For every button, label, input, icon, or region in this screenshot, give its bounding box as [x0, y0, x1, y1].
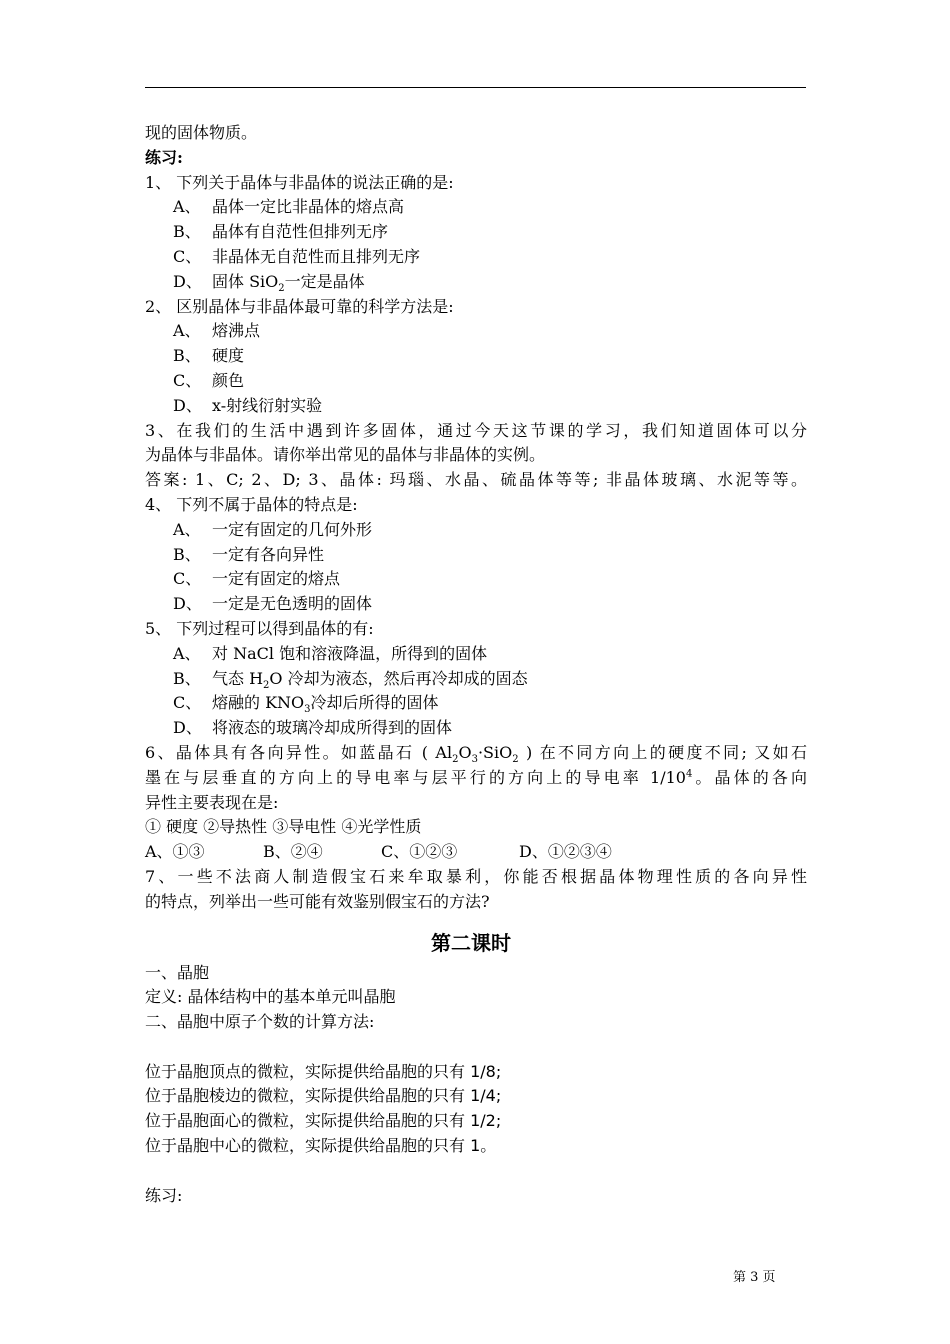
page-content	[145, 121, 807, 1208]
rule-center: 位于晶胞中心的微粒，实际提供给晶胞的只有 1。	[145, 1136, 497, 1156]
question-6-properties: ① 硬度 ②导热性 ③导电性 ④光学性质	[145, 817, 422, 837]
choice-d: D、①②③④	[519, 842, 612, 862]
lesson-2-title: 第二课时	[431, 930, 511, 955]
question-1-option-b: B、 晶体有自范性但排列无序	[173, 222, 389, 242]
page-number: 第 3 页	[733, 1270, 776, 1285]
question-6-line-2: 墨在与层垂直的方向上的导电率与层平行的方向上的导电率 $1/10^4$。晶体的各向	[145, 767, 807, 787]
choice-a: A、①③	[145, 842, 205, 862]
question-4-option-d: D、 一定是无色透明的固体	[173, 594, 373, 614]
definition-line: 定义: 晶体结构中的基本单元叫晶胞	[145, 987, 396, 1007]
question-1-stem: 1、 下列关于晶体与非晶体的说法正确的是:	[145, 172, 454, 192]
question-1-option-d: D、 固体 SiO$_2$一定是晶体	[173, 271, 365, 294]
choice-b: B、②④	[263, 842, 323, 862]
blank-line	[145, 1159, 807, 1184]
question-2-option-d: D、 x-射线衍射实验	[173, 395, 323, 415]
question-2-option-a: A、 熔沸点	[173, 321, 261, 341]
question-5-option-c: C、 熔融的 $KNO_3$冷却后所得的固体	[173, 693, 439, 716]
question-6-choices	[145, 840, 807, 865]
blank-line	[145, 1035, 807, 1060]
question-4-option-c: C、 一定有固定的熔点	[173, 569, 341, 589]
header-rule	[145, 87, 806, 88]
question-4-option-a: A、 一定有固定的几何外形	[173, 519, 373, 539]
practice-heading: 练习:	[145, 147, 183, 167]
practice-2-heading: 练习:	[145, 1185, 183, 1205]
question-1-option-c: C、 非晶体无自范性而且排列无序	[173, 246, 421, 266]
question-5-option-a: A、 对 NaCl 饱和溶液降温，所得到的固体	[173, 643, 488, 663]
question-4-option-b: B、 一定有各向异性	[173, 544, 325, 564]
rule-vertex: 位于晶胞顶点的微粒，实际提供给晶胞的只有 1/8;	[145, 1061, 502, 1081]
question-3-line-1: 3、在我们的生活中遇到许多固体，通过今天这节课的学习，我们知道固体可以分	[145, 420, 807, 440]
question-5-option-b: B、 气态 $H_2O$ 冷却为液态，然后再冷却成的固态	[173, 668, 528, 691]
question-2-stem: 2、 区别晶体与非晶体最可靠的科学方法是:	[145, 296, 454, 316]
question-6-line-3: 异性主要表现在是:	[145, 792, 279, 812]
continuation-line: 现的固体物质。	[145, 123, 258, 142]
rule-edge: 位于晶胞棱边的微粒，实际提供给晶胞的只有 1/4;	[145, 1086, 502, 1106]
rule-face: 位于晶胞面心的微粒，实际提供给晶胞的只有 1/2;	[145, 1111, 502, 1131]
question-2-option-c: C、 颜色	[173, 370, 245, 390]
question-4-stem: 4、 下列不属于晶体的特点是:	[145, 494, 358, 514]
section-2-heading: 二、晶胞中原子个数的计算方法:	[145, 1012, 375, 1032]
question-6-line-1: 6、晶体具有各向异性。如蓝晶石 ( $Al_2O_3\cdot SiO_2$ ) 在不同方向上的硬度不同; 又如石	[145, 742, 807, 766]
question-7-line-2: 的特点，列举出一些可能有效鉴别假宝石的方法?	[145, 891, 490, 911]
question-5-option-d: D、 将液态的玻璃冷却成所得到的固体	[173, 718, 453, 738]
question-1-option-a: A、 晶体一定比非晶体的熔点高	[173, 197, 405, 217]
question-2-option-b: B、 硬度	[173, 346, 245, 366]
answer-line: 答案: 1、C; 2、D; 3、晶体: 玛瑙、水晶、硫晶体等等; 非晶体玻璃、水泥等等。	[145, 470, 807, 490]
question-5-stem: 5、 下列过程可以得到晶体的有:	[145, 618, 374, 638]
choice-c: C、①②③	[381, 842, 458, 862]
question-3-line-2: 为晶体与非晶体。请你举出常见的晶体与非晶体的实例。	[145, 445, 546, 465]
question-7-line-1: 7、一些不法商人制造假宝石来牟取暴利，你能否根据晶体物理性质的各向异性	[145, 866, 807, 886]
section-1-heading: 一、晶胞	[145, 962, 210, 982]
